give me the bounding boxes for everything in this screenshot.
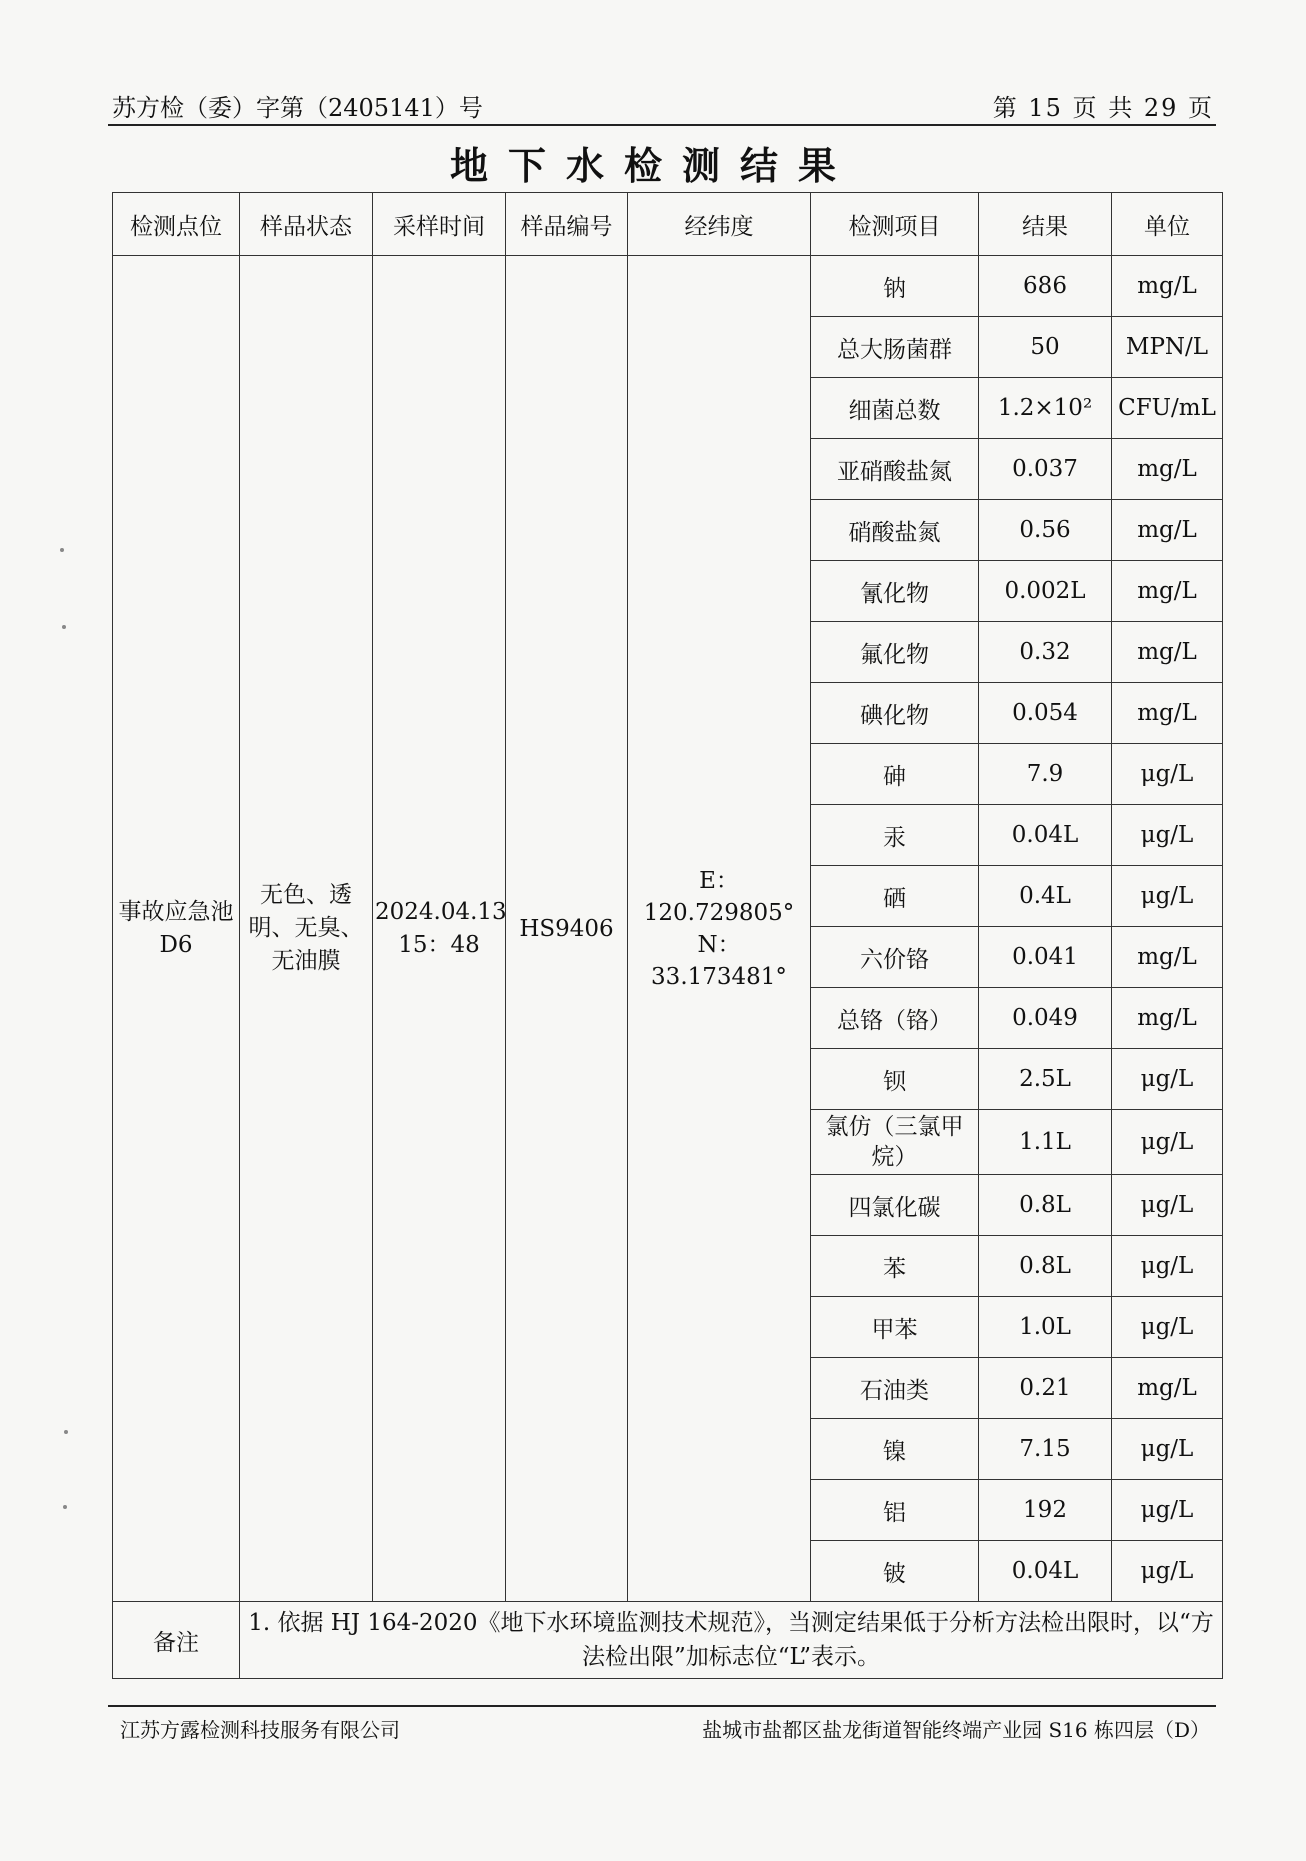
column-header: 经纬度 bbox=[628, 193, 811, 256]
test-item: 氰化物 bbox=[811, 561, 979, 622]
latitude: N：33.173481° bbox=[651, 931, 787, 990]
test-result: 0.4L bbox=[979, 866, 1112, 927]
test-result: 0.8L bbox=[979, 1175, 1112, 1236]
test-result: 0.56 bbox=[979, 500, 1112, 561]
test-item: 苯 bbox=[811, 1236, 979, 1297]
test-unit: mg/L bbox=[1112, 683, 1223, 744]
page-info: 第 15 页 共 29 页 bbox=[992, 94, 1214, 122]
remarks-label: 备注 bbox=[113, 1602, 240, 1679]
binding-hole-mark bbox=[60, 548, 64, 552]
test-unit: mg/L bbox=[1112, 256, 1223, 317]
test-item: 镍 bbox=[811, 1419, 979, 1480]
test-result: 50 bbox=[979, 317, 1112, 378]
test-result: 1.1L bbox=[979, 1110, 1112, 1175]
remarks-row bbox=[113, 1602, 1223, 1679]
page-title: 地下水检测结果 bbox=[449, 143, 856, 188]
test-unit: μg/L bbox=[1112, 805, 1223, 866]
test-result: 1.0L bbox=[979, 1297, 1112, 1358]
test-item: 硒 bbox=[811, 866, 979, 927]
footer-divider bbox=[108, 1705, 1216, 1707]
test-unit: μg/L bbox=[1112, 1236, 1223, 1297]
test-item: 六价铬 bbox=[811, 927, 979, 988]
remarks-text: 1. 依据 HJ 164-2020《地下水环境监测技术规范》，当测定结果低于分析方法检出限时，以“方法检出限”加标志位“L”表示。 bbox=[240, 1602, 1223, 1679]
test-unit: mg/L bbox=[1112, 927, 1223, 988]
test-item: 硝酸盐氮 bbox=[811, 500, 979, 561]
test-unit: CFU/mL bbox=[1112, 378, 1223, 439]
sampling-time bbox=[373, 256, 506, 1602]
test-unit: μg/L bbox=[1112, 1541, 1223, 1602]
test-item: 总大肠菌群 bbox=[811, 317, 979, 378]
test-unit: μg/L bbox=[1112, 1419, 1223, 1480]
binding-hole-mark bbox=[62, 625, 66, 629]
test-item: 钠 bbox=[811, 256, 979, 317]
sample-state: 无色、透明、无臭、无油膜 bbox=[240, 256, 373, 1602]
test-result: 192 bbox=[979, 1480, 1112, 1541]
test-unit: μg/L bbox=[1112, 744, 1223, 805]
test-unit: μg/L bbox=[1112, 1480, 1223, 1541]
test-item: 四氯化碳 bbox=[811, 1175, 979, 1236]
test-unit: mg/L bbox=[1112, 561, 1223, 622]
test-result: 0.041 bbox=[979, 927, 1112, 988]
test-item: 亚硝酸盐氮 bbox=[811, 439, 979, 500]
column-header: 单位 bbox=[1112, 193, 1223, 256]
test-result: 686 bbox=[979, 256, 1112, 317]
test-unit: μg/L bbox=[1112, 1175, 1223, 1236]
report-number: 苏方检（委）字第（2405141）号 bbox=[112, 94, 483, 122]
binding-hole-mark bbox=[64, 1430, 68, 1434]
test-unit: μg/L bbox=[1112, 1049, 1223, 1110]
test-item: 氟化物 bbox=[811, 622, 979, 683]
column-header: 检测项目 bbox=[811, 193, 979, 256]
test-unit: μg/L bbox=[1112, 866, 1223, 927]
sampling-date: 2024.04.13 bbox=[375, 898, 507, 925]
test-unit: mg/L bbox=[1112, 1358, 1223, 1419]
column-header: 结果 bbox=[979, 193, 1112, 256]
column-header: 采样时间 bbox=[373, 193, 506, 256]
header-row bbox=[113, 193, 1223, 256]
test-result: 0.8L bbox=[979, 1236, 1112, 1297]
test-item: 甲苯 bbox=[811, 1297, 979, 1358]
test-item: 细菌总数 bbox=[811, 378, 979, 439]
table-row bbox=[113, 256, 1223, 317]
company-name: 江苏方露检测科技服务有限公司 bbox=[120, 1718, 400, 1742]
column-header: 样品编号 bbox=[506, 193, 628, 256]
test-unit: MPN/L bbox=[1112, 317, 1223, 378]
test-unit: μg/L bbox=[1112, 1110, 1223, 1175]
test-unit: mg/L bbox=[1112, 500, 1223, 561]
company-address: 盐城市盐都区盐龙街道智能终端产业园 S16 栋四层（D） bbox=[702, 1718, 1210, 1742]
test-result: 2.5L bbox=[979, 1049, 1112, 1110]
test-item: 碘化物 bbox=[811, 683, 979, 744]
test-item: 砷 bbox=[811, 744, 979, 805]
column-header: 检测点位 bbox=[113, 193, 240, 256]
test-result: 7.9 bbox=[979, 744, 1112, 805]
test-unit: mg/L bbox=[1112, 622, 1223, 683]
test-result: 0.037 bbox=[979, 439, 1112, 500]
sampling-clock: 15：48 bbox=[398, 931, 480, 958]
test-item: 总铬（铬） bbox=[811, 988, 979, 1049]
results-body bbox=[113, 256, 1223, 1602]
column-header: 样品状态 bbox=[240, 193, 373, 256]
test-result: 0.04L bbox=[979, 805, 1112, 866]
test-result: 0.21 bbox=[979, 1358, 1112, 1419]
coordinates bbox=[628, 256, 811, 1602]
test-unit: mg/L bbox=[1112, 988, 1223, 1049]
test-result: 0.002L bbox=[979, 561, 1112, 622]
binding-hole-mark bbox=[63, 1505, 67, 1509]
test-result: 0.04L bbox=[979, 1541, 1112, 1602]
test-item: 氯仿（三氯甲烷） bbox=[811, 1110, 979, 1175]
test-unit: μg/L bbox=[1112, 1297, 1223, 1358]
results-table bbox=[112, 192, 1223, 1679]
test-result: 7.15 bbox=[979, 1419, 1112, 1480]
test-item: 钡 bbox=[811, 1049, 979, 1110]
test-item: 铝 bbox=[811, 1480, 979, 1541]
longitude: E：120.729805° bbox=[643, 867, 795, 926]
test-unit: mg/L bbox=[1112, 439, 1223, 500]
test-result: 0.32 bbox=[979, 622, 1112, 683]
test-result: 1.2×10² bbox=[979, 378, 1112, 439]
sample-location: 事故应急池 D6 bbox=[113, 256, 240, 1602]
test-result: 0.054 bbox=[979, 683, 1112, 744]
test-result: 0.049 bbox=[979, 988, 1112, 1049]
sample-id: HS9406 bbox=[506, 256, 628, 1602]
test-item: 铍 bbox=[811, 1541, 979, 1602]
test-item: 石油类 bbox=[811, 1358, 979, 1419]
header-divider bbox=[108, 124, 1216, 126]
test-item: 汞 bbox=[811, 805, 979, 866]
